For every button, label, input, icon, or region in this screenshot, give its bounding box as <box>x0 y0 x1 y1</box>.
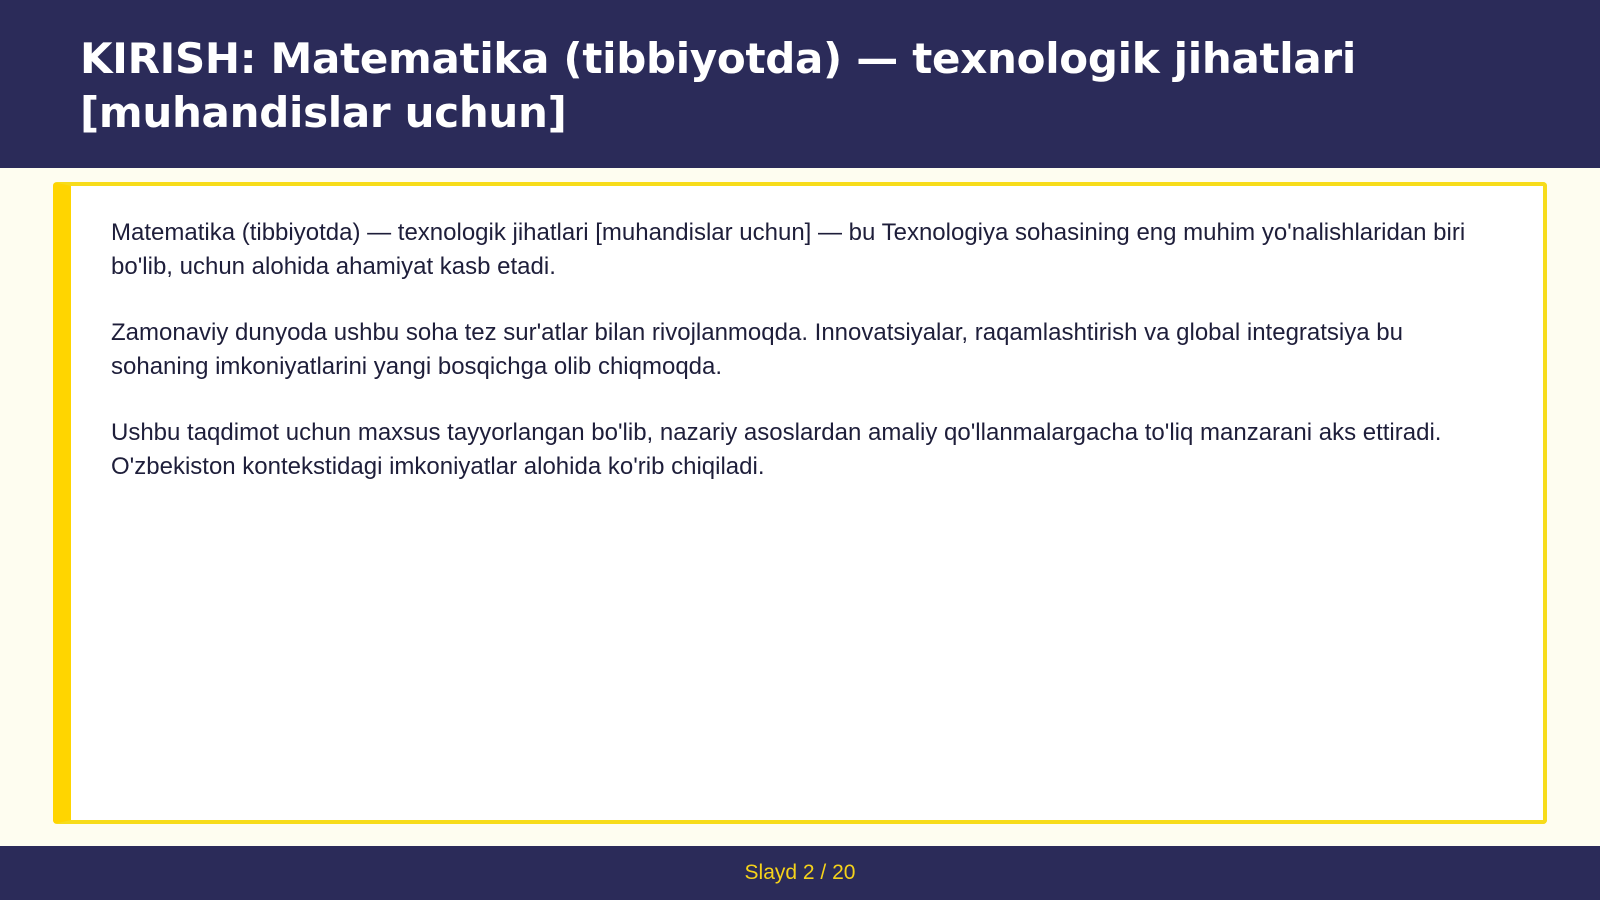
paragraph-modern-world: Zamonaviy dunyoda ushbu soha tez sur'atlar bilan rivojlanmoqda. Innovatsiyalar, raqamlashtirish va global integratsiya bu sohaning imkoniyatlarini yangi bosqichga olib chiqmoqda. <box>111 319 1403 380</box>
paragraph-presentation: Ushbu taqdimot uchun maxsus tayyorlangan bo'lib, nazariy asoslardan amaliy qo'llanmalargacha to'liq manzarani aks ettiradi. O'zbekiston kontekstidagi imkoniyatlar alohida ko'rib chiqiladi. <box>111 419 1442 480</box>
slide-footer <box>0 846 1600 900</box>
slide-header <box>0 0 1600 168</box>
paragraph-intro: Matematika (tibbiyotda) — texnologik jihatlari [muhandislar uchun] — bu Texnologiya sohasining eng muhim yo'nalishlaridan biri bo'lib, uchun alohida ahamiyat kasb etadi. <box>111 219 1466 280</box>
slide-counter: Slayd 2 / 20 <box>744 861 856 884</box>
content-box <box>53 182 1547 824</box>
slide-title: KIRISH: Matematika (tibbiyotda) — texnologik jihatlari [muhandislar uchun] <box>80 34 1356 137</box>
